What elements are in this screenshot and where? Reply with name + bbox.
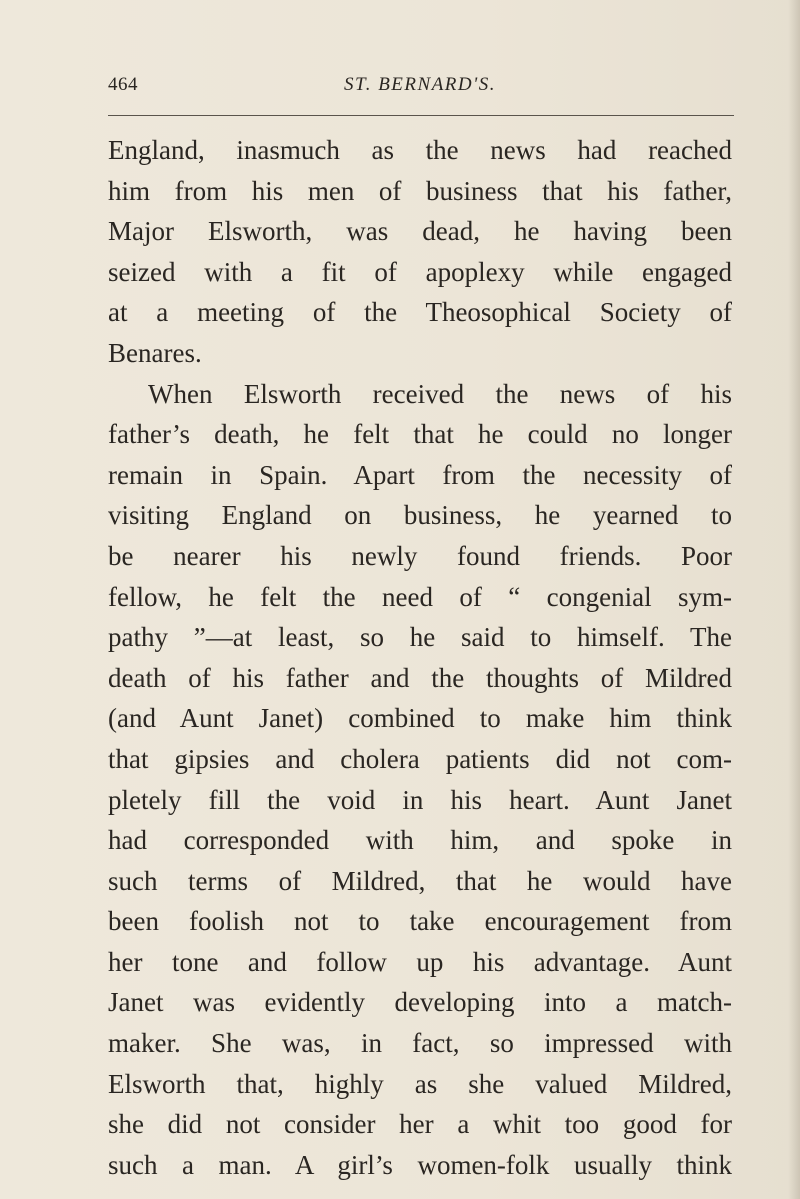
body-text — [108, 130, 732, 1185]
text-line: her tone and follow up his advantage. Aunt — [108, 946, 732, 977]
text-line: seized with a fit of apoplexy while engaged — [108, 256, 732, 287]
text-line: pathy ”—at least, so he said to himself. The — [108, 622, 732, 653]
text-line: maker. She was, in fact, so impressed with — [108, 1028, 732, 1059]
text-line: she did not consider her a whit too good for — [108, 1109, 732, 1140]
text-line: fellow, he felt the need of “ congenial sym- — [108, 581, 732, 612]
text-line: When Elsworth received the news of his — [148, 378, 732, 409]
text-line: had corresponded with him, and spoke in — [108, 825, 732, 856]
text-line: such a man. A girl’s women-folk usually think — [108, 1149, 732, 1180]
text-line: been foolish not to take encouragement from — [108, 906, 732, 937]
text-line: Benares. — [108, 337, 202, 368]
text-line: Elsworth that, highly as she valued Mildred, — [108, 1068, 732, 1099]
text-line: (and Aunt Janet) combined to make him think — [108, 703, 732, 734]
text-line: Janet was evidently developing into a match- — [108, 987, 732, 1018]
text-line: England, inasmuch as the news had reached — [108, 135, 732, 165]
text-line: such terms of Mildred, that he would have — [108, 865, 732, 896]
text-line: father’s death, he felt that he could no longer — [108, 419, 732, 450]
text-line: remain in Spain. Apart from the necessity of — [108, 459, 732, 490]
text-line: be nearer his newly found friends. Poor — [108, 540, 732, 571]
page-number: 464 — [108, 74, 138, 95]
text-line: Major Elsworth, was dead, he having been — [108, 216, 732, 247]
text-line: at a meeting of the Theosophical Society of — [108, 297, 732, 328]
running-title: ST. BERNARD'S. — [344, 74, 496, 95]
page-header — [108, 74, 732, 104]
page-edge-shadow — [788, 0, 800, 1199]
text-line: him from his men of business that his father, — [108, 175, 732, 206]
text-line: pletely fill the void in his heart. Aunt Janet — [108, 784, 732, 815]
text-line: visiting England on business, he yearned to — [108, 500, 732, 531]
header-rule — [108, 115, 734, 116]
text-line: that gipsies and cholera patients did not com- — [108, 743, 732, 774]
text-line: death of his father and the thoughts of Mildred — [108, 662, 732, 693]
